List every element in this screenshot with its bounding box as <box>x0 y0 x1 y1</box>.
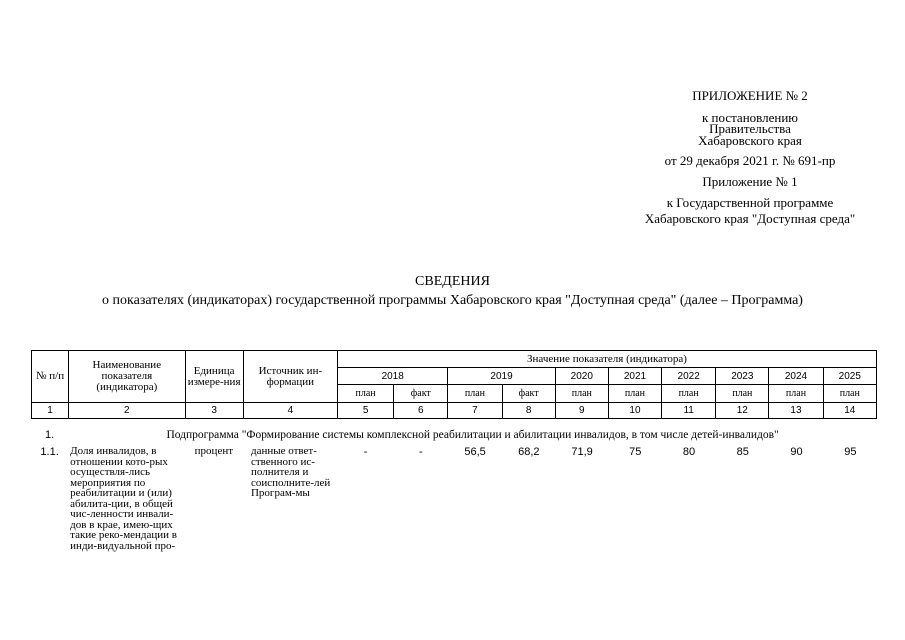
row-value-2019-plan: 56,5 <box>464 446 486 458</box>
row-value-2023-plan: 85 <box>736 446 749 458</box>
row-value-2024-plan: 90 <box>790 446 803 458</box>
column-number: 1 <box>32 403 69 419</box>
subheader-2025-plan: план <box>823 385 876 403</box>
row-value-2018-fact: - <box>418 446 423 458</box>
subheader-2019-fact: факт <box>502 385 555 403</box>
column-number: 13 <box>769 403 823 419</box>
header-num: № п/п <box>32 351 69 403</box>
row-value-2025-plan: 95 <box>844 446 857 458</box>
column-number: 6 <box>394 403 448 419</box>
subheader-2019-plan: план <box>448 385 502 403</box>
column-number: 12 <box>716 403 769 419</box>
column-number: 8 <box>502 403 555 419</box>
subheader-2018-fact: факт <box>394 385 448 403</box>
row-value-2020-plan: 71,9 <box>571 446 593 458</box>
year-2019: 2019 <box>448 368 555 385</box>
year-2022: 2022 <box>662 368 716 385</box>
header-source: Источник ин-формации <box>243 351 337 403</box>
subheader-2020-plan: план <box>555 385 608 403</box>
year-2025: 2025 <box>823 368 876 385</box>
column-number: 10 <box>608 403 661 419</box>
row-unit: процент <box>194 445 234 457</box>
subheader-2018-plan: план <box>338 385 394 403</box>
column-number: 4 <box>243 403 337 419</box>
row-value-2022-plan: 80 <box>682 446 696 458</box>
appendix-header <box>620 88 880 227</box>
section-row <box>31 426 877 444</box>
year-2020: 2020 <box>555 368 608 385</box>
appendix-program-line: к Государственной программе <box>666 195 834 210</box>
subheader-2024-plan: план <box>769 385 823 403</box>
subheader-2021-plan: план <box>608 385 661 403</box>
year-2018: 2018 <box>338 368 448 385</box>
appendix-sub-number: Приложение № 1 <box>702 174 798 189</box>
indicators-table-header <box>31 350 877 419</box>
appendix-region-line: Хабаровского края <box>698 133 802 148</box>
indicators-table-body <box>31 426 877 551</box>
subheader-2023-plan: план <box>716 385 769 403</box>
appendix-program-name: Хабаровского края "Доступная среда" <box>644 211 856 226</box>
row-value-2021-plan: 75 <box>629 446 642 458</box>
table-row <box>31 444 877 551</box>
column-number: 7 <box>448 403 502 419</box>
header-name: Наименование показателя (индикатора) <box>69 351 185 403</box>
column-number: 14 <box>823 403 876 419</box>
year-2024: 2024 <box>769 368 823 385</box>
header-unit: Единица измере-ния <box>185 351 243 403</box>
document-title: СВЕДЕНИЯ <box>415 274 490 289</box>
appendix-decree-line: к постановлению <box>701 110 799 125</box>
section-title: Подпрограмма "Формирование системы комплексной реабилитации и абилитации инвалидов, в том числе детей-инвалидов" <box>166 428 779 441</box>
section-number: 1. <box>44 429 55 441</box>
subheader-2022-plan: план <box>662 385 716 403</box>
column-number: 2 <box>69 403 185 419</box>
column-number: 5 <box>338 403 394 419</box>
document-subtitle: о показателях (индикаторах) государственной программы Хабаровского края "Доступная среда" (далее – Программа) <box>102 293 803 308</box>
header-value: Значение показателя (индикатора) <box>338 351 877 368</box>
column-number: 9 <box>555 403 608 419</box>
year-2021: 2021 <box>608 368 661 385</box>
column-number: 3 <box>185 403 243 419</box>
row-number: 1.1. <box>40 446 59 458</box>
year-2023: 2023 <box>716 368 769 385</box>
appendix-number: ПРИЛОЖЕНИЕ № 2 <box>692 88 808 103</box>
column-number: 11 <box>662 403 716 419</box>
row-value-2019-fact: 68,2 <box>518 446 540 458</box>
row-source: данные ответ-ственного ис-полнителя и соисполните-лей Програм-мы <box>250 445 331 499</box>
row-value-2018-plan: - <box>363 446 368 458</box>
row-indicator-name: Доля инвалидов, в отношении кото-рых осуществля-лись мероприятия по реабилитации и (или) абилита-ции, в общей чис-ленности инвали-дов в крае, имею-щих такие реко-мендации в инди-видуальной про- <box>70 445 178 552</box>
appendix-government-line: Правительства <box>709 121 791 136</box>
appendix-date-line: от 29 декабря 2021 г. № 691-пр <box>664 153 836 168</box>
